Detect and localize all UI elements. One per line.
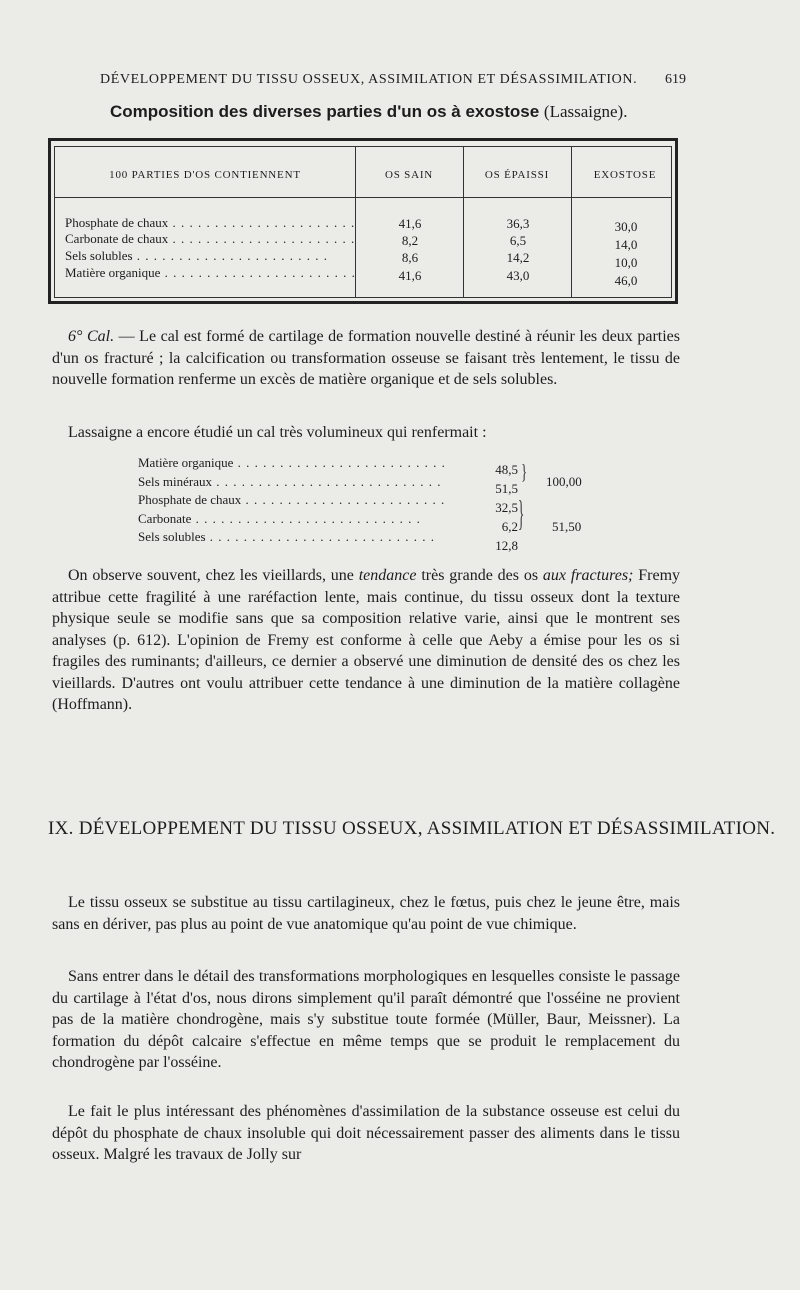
table-header-divider: [55, 197, 671, 198]
paragraph-vieillards-emphasis: aux fractures;: [542, 567, 634, 584]
table-cell-epaissi: 43,0: [506, 268, 530, 283]
table-cell-epaissi: 6,5: [509, 233, 527, 248]
table-row-label: Carbonate de chaux . . .: [65, 231, 355, 247]
paragraph-vieillards-part: très grande des os: [416, 567, 543, 584]
cal-composition-label: Phosphate de chaux . . .: [138, 492, 448, 508]
cal-composition-label: Matière organique . . .: [138, 455, 448, 471]
cal-composition-value: 12,8: [495, 538, 518, 553]
cal-total-organic-mineral: 100,00: [546, 474, 582, 489]
running-head: [100, 72, 686, 88]
paragraph-cal: [52, 326, 680, 391]
cal-composition-value: 32,5: [495, 500, 518, 515]
brace: }: [521, 459, 528, 484]
table-cell-sain: 8,2: [401, 233, 419, 248]
paragraph-vieillards: [52, 565, 680, 716]
section-title: IX. DÉVELOPPEMENT DU TISSU OSSEUX, ASSIMILATION ET DÉSASSIMILATION.: [48, 818, 776, 839]
page-number: 619: [665, 72, 686, 87]
paragraph-vieillards-part: Fremy attribue cette fragilité à une raréfaction lente, mais continue, du tissu osseux dont la texture physique seule se modifie sans que sa composition relative varie, ainsi que le montrent ses analyses (p. 612). L'opinion de Fremy est conforme à celle que Aeby a émise pour les os si fragiles des ruminants; d'ailleurs, ce dernier a observé une diminution de densité des os chez les vieillards. D'autres ont voulu attribuer cette tendance à une diminution de la matière collagène (Hoffmann).: [52, 567, 681, 713]
table-caption-author: (Lassaigne).: [543, 102, 628, 121]
table-cell-exostose: 14,0: [614, 237, 638, 252]
paragraph-cal-lead: 6° Cal.: [68, 328, 115, 345]
paragraph-vieillards-emphasis: tendance: [358, 567, 417, 584]
table-cell-exostose: 10,0: [614, 255, 638, 270]
table-caption-title: Composition des diverses parties d'un os à exostose: [110, 102, 540, 121]
paragraph-transformations: Sans entrer dans le détail des transformations morphologiques en lesquelles consiste le passage du cartilage à l'état d'os, nous dirons simplement qu'il paraît démontré que l'osséine ne provient pas de la matière chondrogène, mais s'y substitue toute formée (Müller, Baur, Meissner). La formation du dépôt calcaire s'effectue en même temps que se produit le remplacement du chondrogène par l'osséine.: [52, 968, 680, 1071]
cal-composition-label: Sels minéraux . . .: [138, 474, 448, 490]
paragraph-assimilation: Le fait le plus intéressant des phénomènes d'assimilation de la substance osseuse est celui du dépôt du phosphate de chaux insoluble qui doit nécessairement passer des aliments dans le tissu osseux. Malgré les travaux de Jolly sur: [52, 1103, 680, 1163]
table-header-os-sain: OS SAIN: [384, 169, 434, 181]
table-cell-epaissi: 36,3: [506, 216, 530, 231]
table-cell-exostose: 30,0: [614, 219, 638, 234]
paragraph-substitution: Le tissu osseux se substitue au tissu cartilagineux, chez le fœtus, puis chez le jeune être, mais sans en dériver, pas plus au point de vue anatomique qu'au point de vue chimique.: [52, 894, 680, 933]
cal-composition-value: 6,2: [501, 519, 518, 534]
running-head-title: DÉVELOPPEMENT DU TISSU OSSEUX, ASSIMILATION ET DÉSASSIMILATION.: [100, 72, 638, 87]
table-header-os-epaissi: OS ÉPAISSI: [484, 169, 550, 181]
table-cell-sain: 41,6: [398, 216, 422, 231]
cal-composition-value: 51,5: [495, 481, 518, 496]
table-header-parts: 100 PARTIES D'OS CONTIENNENT: [109, 169, 301, 181]
composition-table: [48, 138, 678, 304]
table-caption: [110, 102, 627, 122]
cal-composition-value: 48,5: [495, 462, 518, 477]
paragraph-vieillards-part: On observe souvent, chez les vieillards, une: [68, 567, 359, 584]
composition-table-inner: [54, 146, 672, 298]
table-cell-sain: 41,6: [398, 268, 422, 283]
table-cell-epaissi: 14,2: [506, 250, 530, 265]
brace: }: [518, 491, 525, 534]
table-row-label: Matière organique . . .: [65, 265, 355, 281]
paragraph-lassaigne: Lassaigne a encore étudié un cal très volumineux qui renfermait :: [68, 424, 487, 441]
table-row-label: Sels solubles . . .: [65, 248, 355, 264]
table-row-label: Phosphate de chaux . . .: [65, 215, 355, 231]
table-cell-sain: 8,6: [401, 250, 419, 265]
cal-composition-label: Carbonate . . .: [138, 511, 448, 527]
cal-composition-label: Sels solubles . . .: [138, 529, 448, 545]
cal-total-minerals: 51,50: [552, 519, 582, 534]
table-cell-exostose: 46,0: [614, 273, 638, 288]
paragraph-cal-body: — Le cal est formé de cartilage de formation nouvelle destiné à réunir les deux parties d'un os fracturé ; la calcification ou transformation osseuse se faisant très lentement, le tissu de nouvelle formation renferme un excès de matière organique et de sels solubles.: [52, 328, 681, 388]
table-header-exostose: EXOSTOSE: [593, 169, 657, 181]
